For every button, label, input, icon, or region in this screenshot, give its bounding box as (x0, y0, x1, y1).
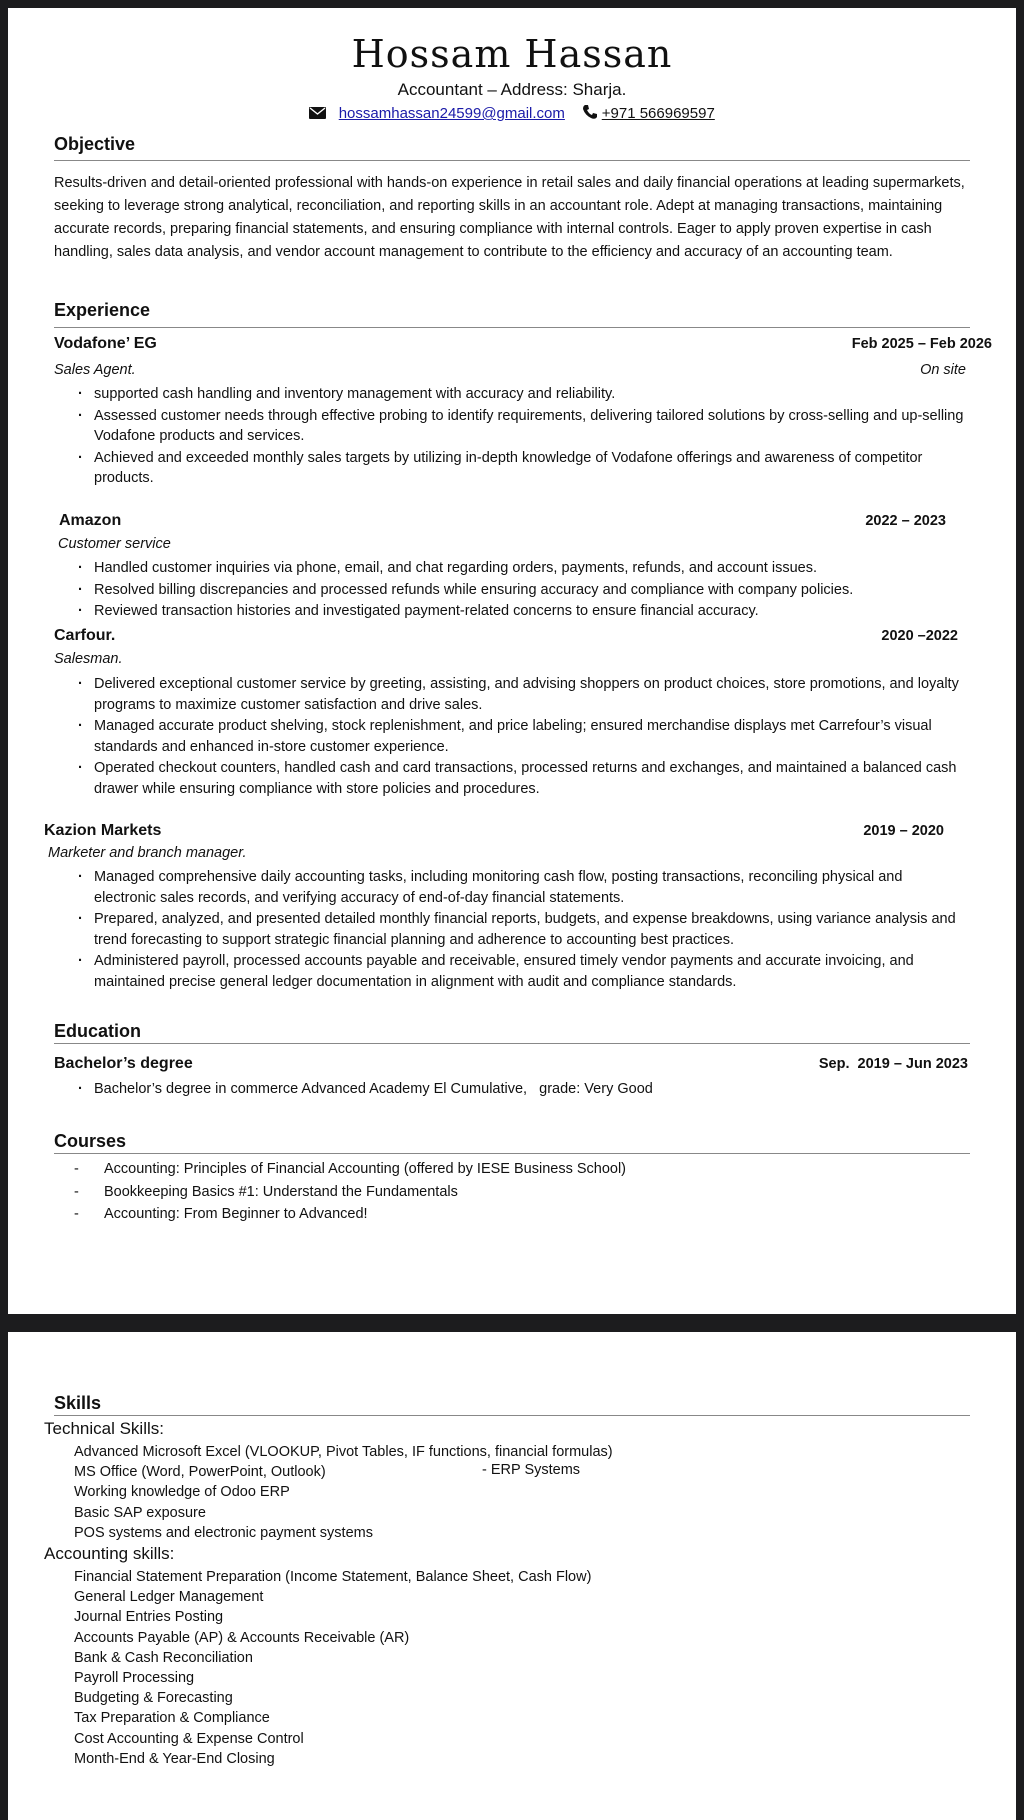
degree-name: Bachelor’s degree (54, 1055, 193, 1072)
skill-item: Bank & Cash Reconciliation (74, 1649, 253, 1666)
skill-item: Cost Accounting & Expense Control (74, 1730, 304, 1747)
objective-text: Results-driven and detail-oriented professional with hands-on experience in retail sales and daily financial operations at leading supermarkets, seeking to leverage strong analytical, reconciliation, and reporting skills in an accountant role. Adept at managing transactions, maintaining accurate records, preparing financial statements, and ensuring compliance with internal controls. Eager to apply proven expertise in cash handling, sales data analysis, and vendor account management to contribute to the efficiency and accuracy of an accounting team. (54, 175, 965, 260)
experience-heading: Experience (54, 300, 151, 320)
skill-item: MS Office (Word, PowerPoint, Outlook) (74, 1464, 326, 1481)
skill-item: Financial Statement Preparation (Income Statement, Balance Sheet, Cash Flow) (74, 1569, 592, 1585)
job-bullet: · Managed comprehensive daily accounting tasks, including monitoring cash flow, posting transactions, reconciling physical and electronic sales records, and verifying accuracy of end-of-day financial statements. (78, 867, 968, 908)
job-bullet: · Assessed customer needs through effective probing to identify requirements, delivering tailored solutions by cross-selling and up-selling Vodafone products and services. (78, 406, 968, 447)
education-bullet: · Bachelor’s degree in commerce Advanced Academy El Cumulative, grade: Very Good (78, 1079, 968, 1100)
skill-item: Month-End & Year-End Closing (74, 1750, 275, 1767)
job-company: Amazon (59, 512, 122, 529)
job-dates: Feb 2025 – Feb 2026 (851, 336, 992, 352)
objective-divider (54, 160, 970, 161)
skill-item: Tax Preparation & Compliance (74, 1710, 270, 1727)
job-bullet: · Delivered exceptional customer service by greeting, assisting, and advising shoppers on product choices, store promotions, and loyalty programs to maximize customer satisfaction and drive sales. (78, 674, 968, 715)
candidate-name: Hossam Hassan (351, 32, 673, 76)
job-bullet: · Operated checkout counters, handled cash and card transactions, processed returns and exchanges, and maintained a balanced cash drawer while ensuring compliance with store policies and procedures. (78, 758, 968, 799)
erp-systems-note: - ERP Systems (482, 1462, 581, 1478)
accounting-skills-list (74, 1567, 591, 1769)
skill-item: Budgeting & Forecasting (74, 1690, 233, 1707)
job-dates: 2020 –2022 (881, 628, 958, 644)
skills-heading: Skills (54, 1393, 102, 1413)
job-company: Carfour. (54, 627, 116, 644)
phone-link[interactable]: +971 566969597 (601, 104, 715, 122)
email-link[interactable]: hossamhassan24599@gmail.com (338, 104, 565, 122)
skills-divider (54, 1415, 970, 1416)
course-item: - Accounting: Principles of Financial Accounting (offered by IESE Business School) (74, 1158, 626, 1181)
job-role: Customer service (58, 536, 171, 552)
skill-item: POS systems and electronic payment systems (74, 1524, 373, 1541)
job-bullet: · Administered payroll, processed accounts payable and receivable, ensured timely vendor payments and accurate invoicing, and maintained precise general ledger documentation in alignment with audit and compliance standards. (78, 951, 968, 992)
skill-item: Journal Entries Posting (74, 1609, 224, 1626)
skill-item: General Ledger Management (74, 1589, 264, 1606)
job-bullets (78, 384, 968, 490)
job-role: Marketer and branch manager. (48, 845, 247, 861)
skill-item: Accounts Payable (AP) & Accounts Receivable (AR) (74, 1629, 410, 1646)
job-bullet: · Managed accurate product shelving, stock replenishment, and price labeling; ensured merchandise displays met Carrefour’s visual standards and enhanced in-store customer experience. (78, 716, 968, 757)
education-heading: Education (54, 1021, 142, 1041)
skill-item: Advanced Microsoft Excel (VLOOKUP, Pivot Tables, IF functions, financial formulas) (74, 1444, 613, 1460)
education-divider (54, 1043, 970, 1044)
job-company: Vodafone’ EG (54, 335, 157, 352)
job-bullets (78, 867, 968, 993)
courses-heading: Courses (54, 1131, 127, 1151)
phone-icon (582, 104, 598, 124)
job-dates: 2022 – 2023 (865, 513, 946, 529)
job-bullet: · Reviewed transaction histories and investigated payment-related concerns to ensure financial accuracy. (78, 601, 968, 622)
degree-dates: Sep. 2019 – Jun 2023 (818, 1056, 968, 1072)
job-company: Kazion Markets (44, 822, 162, 839)
skill-item: Working knowledge of Odoo ERP (74, 1484, 290, 1501)
education-bullets (78, 1079, 968, 1101)
job-location: On site (920, 362, 966, 378)
job-role: Sales Agent. (54, 362, 136, 378)
job-bullet: · Prepared, analyzed, and presented detailed monthly financial reports, budgets, and expense breakdowns, using variance analysis and trend forecasting to support strategic financial planning and adherence to accounting best practices. (78, 909, 968, 950)
course-item: - Bookkeeping Basics #1: Understand the Fundamentals (74, 1181, 626, 1204)
job-bullets (78, 674, 968, 800)
contact-line (0, 104, 1024, 124)
job-bullets (78, 558, 968, 623)
job-dates: 2019 – 2020 (863, 823, 944, 839)
job-bullet: · Achieved and exceeded monthly sales targets by utilizing in-depth knowledge of Vodafone offerings and awareness of competitor products. (78, 448, 968, 489)
course-item: - Accounting: From Beginner to Advanced! (74, 1203, 626, 1226)
job-bullet: · Resolved billing discrepancies and processed refunds while ensuring accuracy and compliance with company policies. (78, 580, 968, 601)
courses-divider (54, 1153, 970, 1154)
job-bullet: · supported cash handling and inventory management with accuracy and reliability. (78, 384, 968, 405)
job-bullet: · Handled customer inquiries via phone, email, and chat regarding orders, payments, refunds, and account issues. (78, 558, 968, 579)
accounting-skills-heading: Accounting skills: (44, 1544, 175, 1563)
skill-item: Basic SAP exposure (74, 1504, 206, 1521)
technical-skills-list (74, 1442, 613, 1543)
experience-divider (54, 327, 970, 328)
courses-list (74, 1158, 626, 1226)
job-role: Salesman. (54, 651, 123, 667)
objective-heading: Objective (54, 134, 136, 154)
candidate-subtitle: Accountant – Address: Sharja. (397, 80, 627, 99)
technical-skills-heading: Technical Skills: (44, 1419, 164, 1438)
skill-item: Payroll Processing (74, 1670, 195, 1687)
envelope-icon (309, 106, 326, 123)
